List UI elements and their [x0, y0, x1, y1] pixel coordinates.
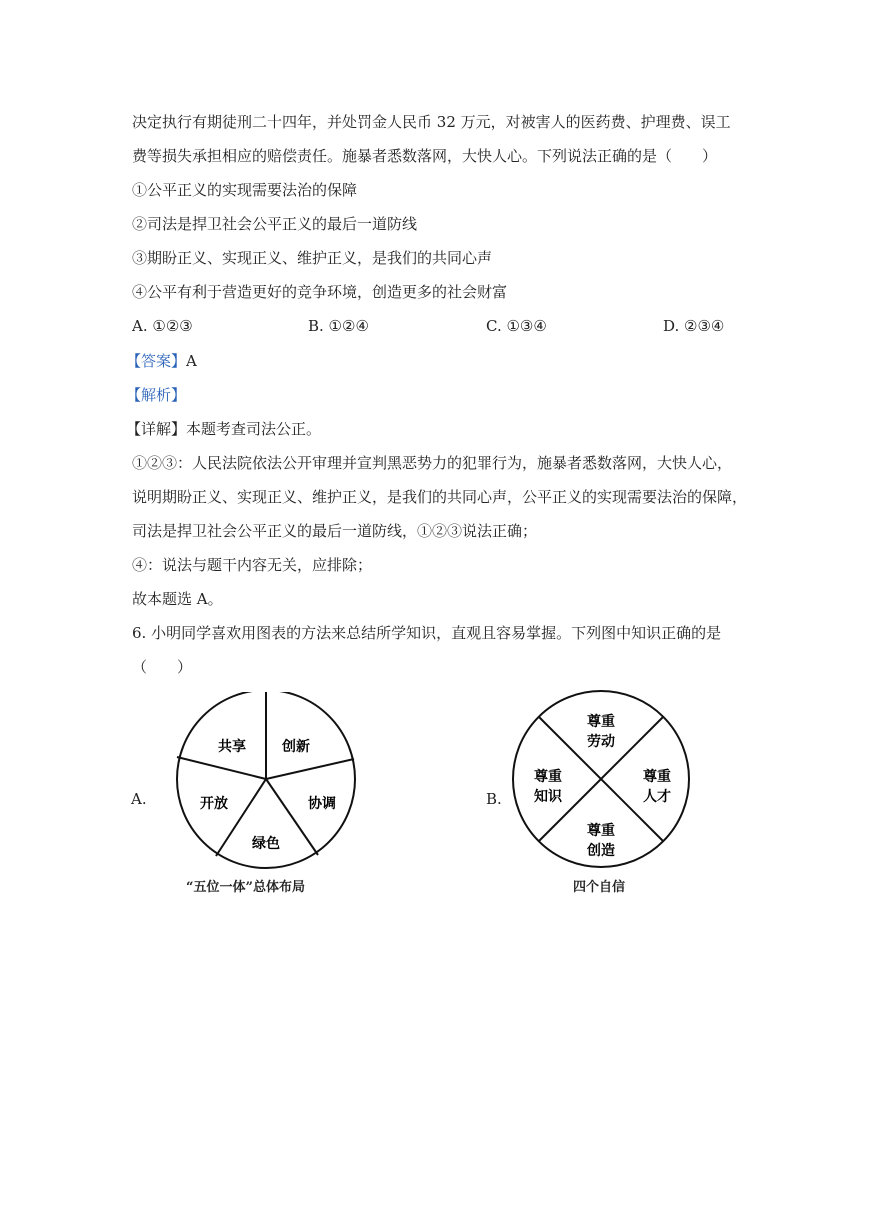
- explanation-line-4: ④：说法与题干内容无关，应排除；: [132, 556, 373, 574]
- quadrant-bottom-line-1: 尊重: [587, 823, 615, 839]
- option-d: D. ②③④: [663, 317, 725, 335]
- explanation-line-2: 说明期盼正义、实现正义、维护正义，是我们的共同心声，公平正义的实现需要法治的保障，: [132, 488, 748, 506]
- detail-line: [126, 419, 321, 439]
- figure-b-option-label: B.: [486, 790, 502, 808]
- divider-right: [266, 759, 354, 779]
- question-stem-line-2: 费等损失承担相应的赔偿责任。施暴者悉数落网，大快人心。下列说法正确的是（ ）: [132, 147, 718, 165]
- explanation-line-1: ①②③：人民法院依法公开审理并宣判黑恶势力的犯罪行为，施暴者悉数落网，大快人心，: [132, 454, 733, 472]
- figure-b-caption: 四个自信: [573, 880, 626, 895]
- quadrant-right-line-1: 尊重: [643, 769, 671, 785]
- segment-label-open: 开放: [200, 796, 228, 812]
- question-6-stem-line-1: 6. 小明同学喜欢用图表的方法来总结所学知识，直观且容易掌握。下列图中知识正确的是: [132, 624, 722, 642]
- segment-label-innovation: 创新: [282, 739, 310, 755]
- answer-line: [126, 351, 197, 371]
- figure-a-caption: “五位一体”总体布局: [186, 880, 305, 895]
- question-stem-line-1: 决定执行有期徒刑二十四年，并处罚金人民币 32 万元，对被害人的医药费、护理费、误工: [132, 113, 731, 131]
- analysis-tag: 【解析】: [126, 386, 187, 404]
- explanation-line-5: 故本题选 A。: [132, 590, 223, 608]
- five-segment-circle-diagram: [170, 692, 370, 872]
- option-c: C. ①③④: [486, 317, 547, 335]
- answer-value: A: [186, 352, 197, 370]
- quadrant-right-line-2: 人才: [643, 789, 671, 805]
- statement-3: ③期盼正义、实现正义、维护正义，是我们的共同心声: [132, 249, 493, 267]
- segment-label-green: 绿色: [252, 836, 280, 852]
- answer-tag: 【答案】: [126, 352, 187, 370]
- statement-2: ②司法是捍卫社会公平正义的最后一道防线: [132, 215, 418, 233]
- option-b: B. ①②④: [308, 317, 369, 335]
- detail-tag: 【详解】: [126, 420, 187, 438]
- segment-label-coordination: 协调: [308, 796, 336, 812]
- statement-1: ①公平正义的实现需要法治的保障: [132, 181, 358, 199]
- quadrant-left-line-1: 尊重: [534, 769, 562, 785]
- statement-4: ④公平有利于营造更好的竞争环境，创造更多的社会财富: [132, 283, 508, 301]
- quadrant-left-line-2: 知识: [534, 789, 562, 805]
- quadrant-bottom-line-2: 创造: [587, 843, 615, 859]
- quadrant-top-line-2: 劳动: [587, 734, 615, 750]
- option-a: A. ①②③: [132, 317, 193, 335]
- divider-left: [177, 757, 266, 779]
- analysis-line: [126, 385, 186, 405]
- quadrant-top-line-1: 尊重: [587, 714, 615, 730]
- explanation-line-3: 司法是捍卫社会公平正义的最后一道防线，①②③说法正确；: [132, 522, 538, 540]
- question-6-stem-line-2: （ ）: [132, 658, 193, 676]
- detail-text: 本题考查司法公正。: [186, 420, 322, 438]
- segment-label-share: 共享: [218, 739, 246, 755]
- figure-a-option-label: A.: [131, 790, 147, 808]
- four-quadrant-circle-diagram: [508, 686, 694, 872]
